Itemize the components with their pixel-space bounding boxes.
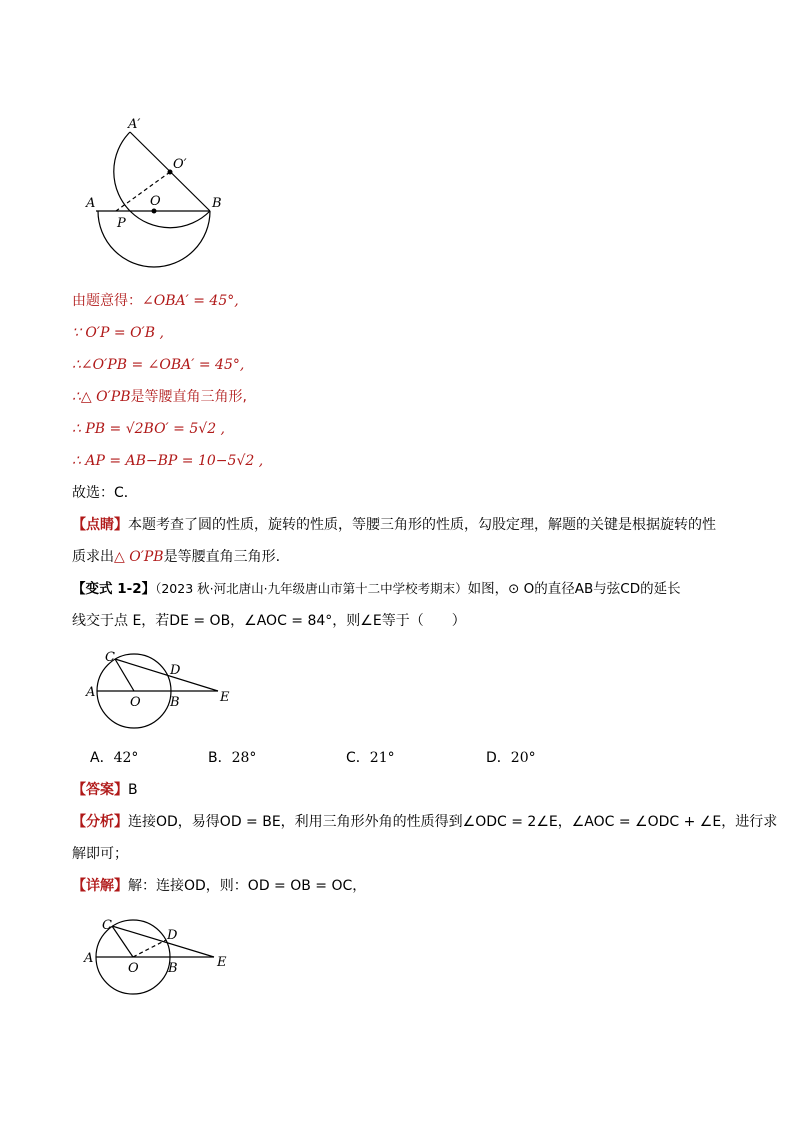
- choice-a: [90, 748, 138, 768]
- label-a: A: [86, 196, 96, 211]
- lower-semicircle: [98, 211, 210, 267]
- solution-line-2: ∵ O′P = O′B ,: [72, 325, 164, 341]
- comment-text-2-math: △ O′PB: [114, 549, 164, 565]
- solution-line-1: [72, 291, 239, 311]
- dashed-o-prime-p: [116, 172, 170, 211]
- label-b: B: [170, 695, 180, 710]
- line-co: [112, 926, 133, 957]
- choice-c-value: 21°: [369, 750, 395, 766]
- detail-line: [72, 876, 366, 896]
- comment-text-2-prefix: 质求出: [72, 549, 114, 565]
- figure-circle-secant-od: [80, 912, 240, 1002]
- label-o-prime: O′: [173, 157, 187, 172]
- problem-tag: 【变式 1-2】: [72, 581, 156, 597]
- label-a: A: [84, 951, 94, 966]
- answer-value: B: [128, 782, 138, 798]
- label-e: E: [220, 690, 230, 705]
- choice-d-value: 20°: [510, 750, 536, 766]
- analysis-text-1: 连接OD，易得OD = BE，利用三角形外角的性质得到∠ODC = 2∠E，∠AOC = ∠ODC + ∠E，进行求: [128, 814, 778, 830]
- dashed-od: [133, 940, 166, 957]
- label-b: B: [212, 196, 222, 211]
- choice-b-value: 28°: [231, 750, 257, 766]
- figure-circle-secant: [80, 648, 240, 738]
- solution-line-4: [72, 387, 247, 407]
- solution-line-1-prefix: 由题意得：: [72, 293, 142, 309]
- label-a-prime: A′: [128, 117, 141, 132]
- detail-text: 解：连接OD，则：OD = OB = OC，: [128, 878, 367, 894]
- choice-a-value: 42°: [113, 750, 139, 766]
- choice-d-key: D．: [486, 750, 511, 766]
- comment-text-1: 本题考查了圆的性质，旋转的性质，等腰三角形的性质，勾股定理，解题的关键是根据旋转的性: [128, 517, 716, 533]
- answer-line: [72, 780, 138, 800]
- point-o-prime: [168, 170, 173, 175]
- solution-line-5: ∴ PB = √2BO′ = 5√2 ,: [72, 421, 225, 437]
- label-e: E: [217, 955, 227, 970]
- choice-b-key: B．: [208, 750, 232, 766]
- solution-line-1-math: ∠OBA′ = 45°,: [142, 293, 239, 309]
- label-p: P: [117, 216, 126, 231]
- label-o: O: [130, 695, 141, 710]
- problem-source: （2023 秋·河北唐山·九年级唐山市第十二中学校考期末）: [155, 581, 468, 596]
- problem-text-1: 如图，⊙ O的直径AB与弦CD的延长: [467, 581, 681, 597]
- comment-line-1: [72, 515, 716, 535]
- solution-line-4-math: ∴△ O′PB: [72, 389, 131, 405]
- choice-d: [486, 748, 536, 768]
- label-b: B: [168, 961, 178, 976]
- label-d: D: [167, 928, 178, 943]
- analysis-line-1: [72, 812, 777, 832]
- label-a: A: [86, 685, 96, 700]
- comment-tag: 【点睛】: [72, 517, 128, 533]
- solution-line-3: ∴∠O′PB = ∠OBA′ = 45°,: [72, 357, 245, 373]
- choice-a-key: A．: [90, 750, 114, 766]
- point-o: [152, 209, 157, 214]
- label-c: C: [105, 650, 115, 665]
- label-o: O: [150, 194, 161, 209]
- answer-tag: 【答案】: [72, 782, 128, 798]
- rotated-semicircle: [114, 132, 210, 228]
- solution-line-4-text: 是等腰直角三角形,: [130, 389, 247, 405]
- problem-line-1: [72, 579, 681, 599]
- solution-line-6: ∴ AP = AB−BP = 10−5√2 ,: [72, 453, 264, 469]
- comment-text-2-suffix: 是等腰直角三角形.: [163, 549, 281, 565]
- comment-line-2: [72, 547, 280, 567]
- detail-tag: 【详解】: [72, 878, 128, 894]
- line-ce: [112, 926, 214, 957]
- choice-b: [208, 748, 256, 768]
- label-c: C: [102, 918, 112, 933]
- label-d: D: [170, 663, 181, 678]
- analysis-tag: 【分析】: [72, 814, 128, 830]
- line-ce: [115, 659, 218, 691]
- problem-line-2: 线交于点 E，若DE = OB，∠AOC = 84°，则∠E等于（ ）: [72, 613, 466, 629]
- analysis-line-2: 解即可；: [72, 846, 128, 862]
- choice-c-key: C．: [346, 750, 370, 766]
- label-o: O: [128, 961, 139, 976]
- figure-rotation-semicircle: [80, 110, 240, 275]
- solution-answer: 故选：C．: [72, 485, 138, 501]
- choice-c: [346, 748, 395, 768]
